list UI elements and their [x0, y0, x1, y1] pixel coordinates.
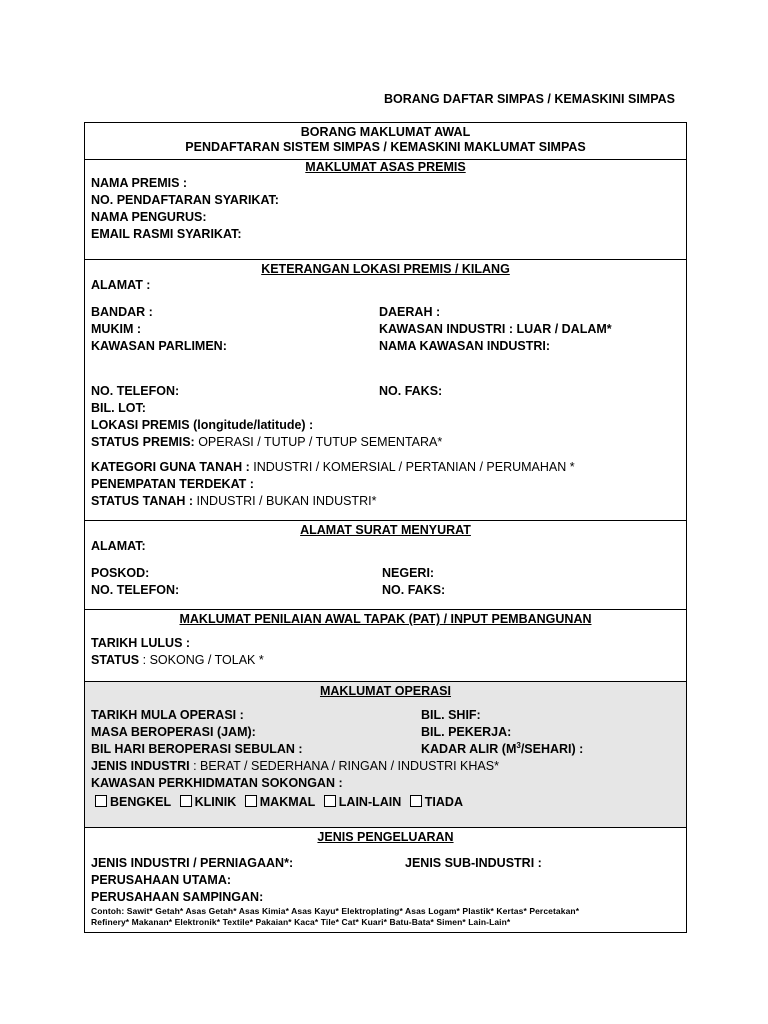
field-penempatan-terdekat[interactable]: PENEMPATAN TERDEKAT : [91, 477, 254, 491]
section-lokasi-premis [85, 259, 686, 520]
contoh-line-1: Contoh: Sawit* Getah* Asas Getah* Asas Kimia* Asas Kayu* Elektroplating* Asas Logam* Plastik* Kertas* Percetakan* [91, 906, 580, 916]
field-jenis-industri-perniagaan[interactable]: JENIS INDUSTRI / PERNIAGAAN*: [91, 856, 294, 870]
field-no-pendaftaran[interactable]: NO. PENDAFTARAN SYARIKAT: [91, 193, 279, 207]
field-lokasi-premis[interactable]: LOKASI PREMIS (longitude/latitude) : [91, 418, 314, 432]
field-jenis-industri[interactable]: JENIS INDUSTRI : BERAT / SEDERHANA / RINGAN / INDUSTRI KHAS* [91, 759, 499, 773]
option-tiada[interactable]: TIADA [410, 795, 463, 809]
field-perusahaan-sampingan[interactable]: PERUSAHAAN SAMPINGAN: [91, 890, 264, 904]
section-heading: JENIS PENGELUARAN [317, 830, 454, 844]
field-no-telefon[interactable]: NO. TELEFON: [91, 384, 180, 398]
field-status-tanah[interactable]: STATUS TANAH : INDUSTRI / BUKAN INDUSTRI* [91, 494, 377, 508]
option-lain-lain[interactable]: LAIN-LAIN [324, 795, 402, 809]
field-bandar[interactable]: BANDAR : [91, 305, 153, 319]
section-heading: MAKLUMAT PENILAIAN AWAL TAPAK (PAT) / INPUT PEMBANGUNAN [179, 612, 592, 626]
option-makmal[interactable]: MAKMAL [245, 795, 316, 809]
form-table [84, 122, 687, 933]
field-perusahaan-utama[interactable]: PERUSAHAAN UTAMA: [91, 873, 232, 887]
document-title: BORANG DAFTAR SIMPAS / KEMASKINI SIMPAS [384, 92, 675, 106]
section-heading: MAKLUMAT OPERASI [319, 684, 451, 698]
field-masa-beroperasi[interactable]: MASA BEROPERASI (JAM): [91, 725, 256, 739]
form-title: BORANG MAKLUMAT AWAL [300, 125, 471, 139]
section-pengeluaran [85, 827, 686, 932]
field-email[interactable]: EMAIL RASMI SYARIKAT: [91, 227, 242, 241]
field-alamat[interactable]: ALAMAT : [91, 278, 151, 292]
field-no-faks[interactable]: NO. FAKS: [379, 384, 443, 398]
checkbox-icon[interactable] [180, 795, 192, 807]
field-nama-pengurus[interactable]: NAMA PENGURUS: [91, 210, 207, 224]
checkbox-icon[interactable] [95, 795, 107, 807]
field-no-faks-surat[interactable]: NO. FAKS: [382, 583, 446, 597]
section-maklumat-asas [85, 159, 686, 259]
field-poskod[interactable]: POSKOD: [91, 566, 150, 580]
field-bil-hari-beroperasi[interactable]: BIL HARI BEROPERASI SEBULAN : [91, 742, 303, 756]
field-status-pat[interactable]: STATUS : SOKONG / TOLAK * [91, 653, 264, 667]
checkbox-icon[interactable] [410, 795, 422, 807]
field-tarikh-mula-operasi[interactable]: TARIKH MULA OPERASI : [91, 708, 244, 722]
checkbox-icon[interactable] [324, 795, 336, 807]
form-subtitle: PENDAFTARAN SISTEM SIMPAS / KEMASKINI MAKLUMAT SIMPAS [185, 140, 586, 154]
field-no-telefon-surat[interactable]: NO. TELEFON: [91, 583, 180, 597]
field-kawasan-sokongan: KAWASAN PERKHIDMATAN SOKONGAN : [91, 776, 343, 790]
section-asas-premis [85, 123, 686, 159]
option-bengkel[interactable]: BENGKEL [95, 795, 171, 809]
field-mukim[interactable]: MUKIM : [91, 322, 141, 336]
checkbox-icon[interactable] [245, 795, 257, 807]
field-alamat-surat[interactable]: ALAMAT: [91, 539, 146, 553]
section-heading: KETERANGAN LOKASI PREMIS / KILANG [261, 262, 510, 276]
section-pat [85, 609, 686, 681]
field-status-premis[interactable]: STATUS PREMIS: OPERASI / TUTUP / TUTUP SEMENTARA* [91, 435, 443, 449]
section-operasi [85, 681, 686, 827]
option-klinik[interactable]: KLINIK [180, 795, 237, 809]
field-nama-kawasan-industri[interactable]: NAMA KAWASAN INDUSTRI: [379, 339, 551, 353]
contoh-line-2: Refinery* Makanan* Elektronik* Textile* Pakaian* Kaca* Tile* Cat* Kuari* Batu-Bata* Simen* Lain-Lain* [91, 917, 511, 927]
field-kadar-alir[interactable]: KADAR ALIR $(M^3/SEHARI)$ : [421, 740, 584, 756]
field-bil-pekerja[interactable]: BIL. PEKERJA: [421, 725, 512, 739]
field-bil-lot[interactable]: BIL. LOT: [91, 401, 146, 415]
section-surat-menyurat [85, 520, 686, 609]
field-nama-premis[interactable]: NAMA PREMIS : [91, 176, 188, 190]
field-kawasan-parlimen[interactable]: KAWASAN PARLIMEN: [91, 339, 227, 353]
field-bil-shif[interactable]: BIL. SHIF: [421, 708, 481, 722]
field-negeri[interactable]: NEGERI: [382, 566, 435, 580]
section-heading: MAKLUMAT ASAS PREMIS [305, 160, 466, 174]
field-kawasan-industri[interactable]: KAWASAN INDUSTRI : LUAR / DALAM* [379, 322, 612, 336]
field-kategori-guna-tanah[interactable]: KATEGORI GUNA TANAH : INDUSTRI / KOMERSIAL / PERTANIAN / PERUMAHAN * [91, 460, 575, 474]
field-daerah[interactable]: DAERAH : [379, 305, 441, 319]
field-tarikh-lulus[interactable]: TARIKH LULUS : [91, 636, 191, 650]
sokongan-options [95, 794, 680, 811]
field-jenis-sub-industri[interactable]: JENIS SUB-INDUSTRI : [405, 856, 542, 870]
section-heading: ALAMAT SURAT MENYURAT [300, 523, 471, 537]
